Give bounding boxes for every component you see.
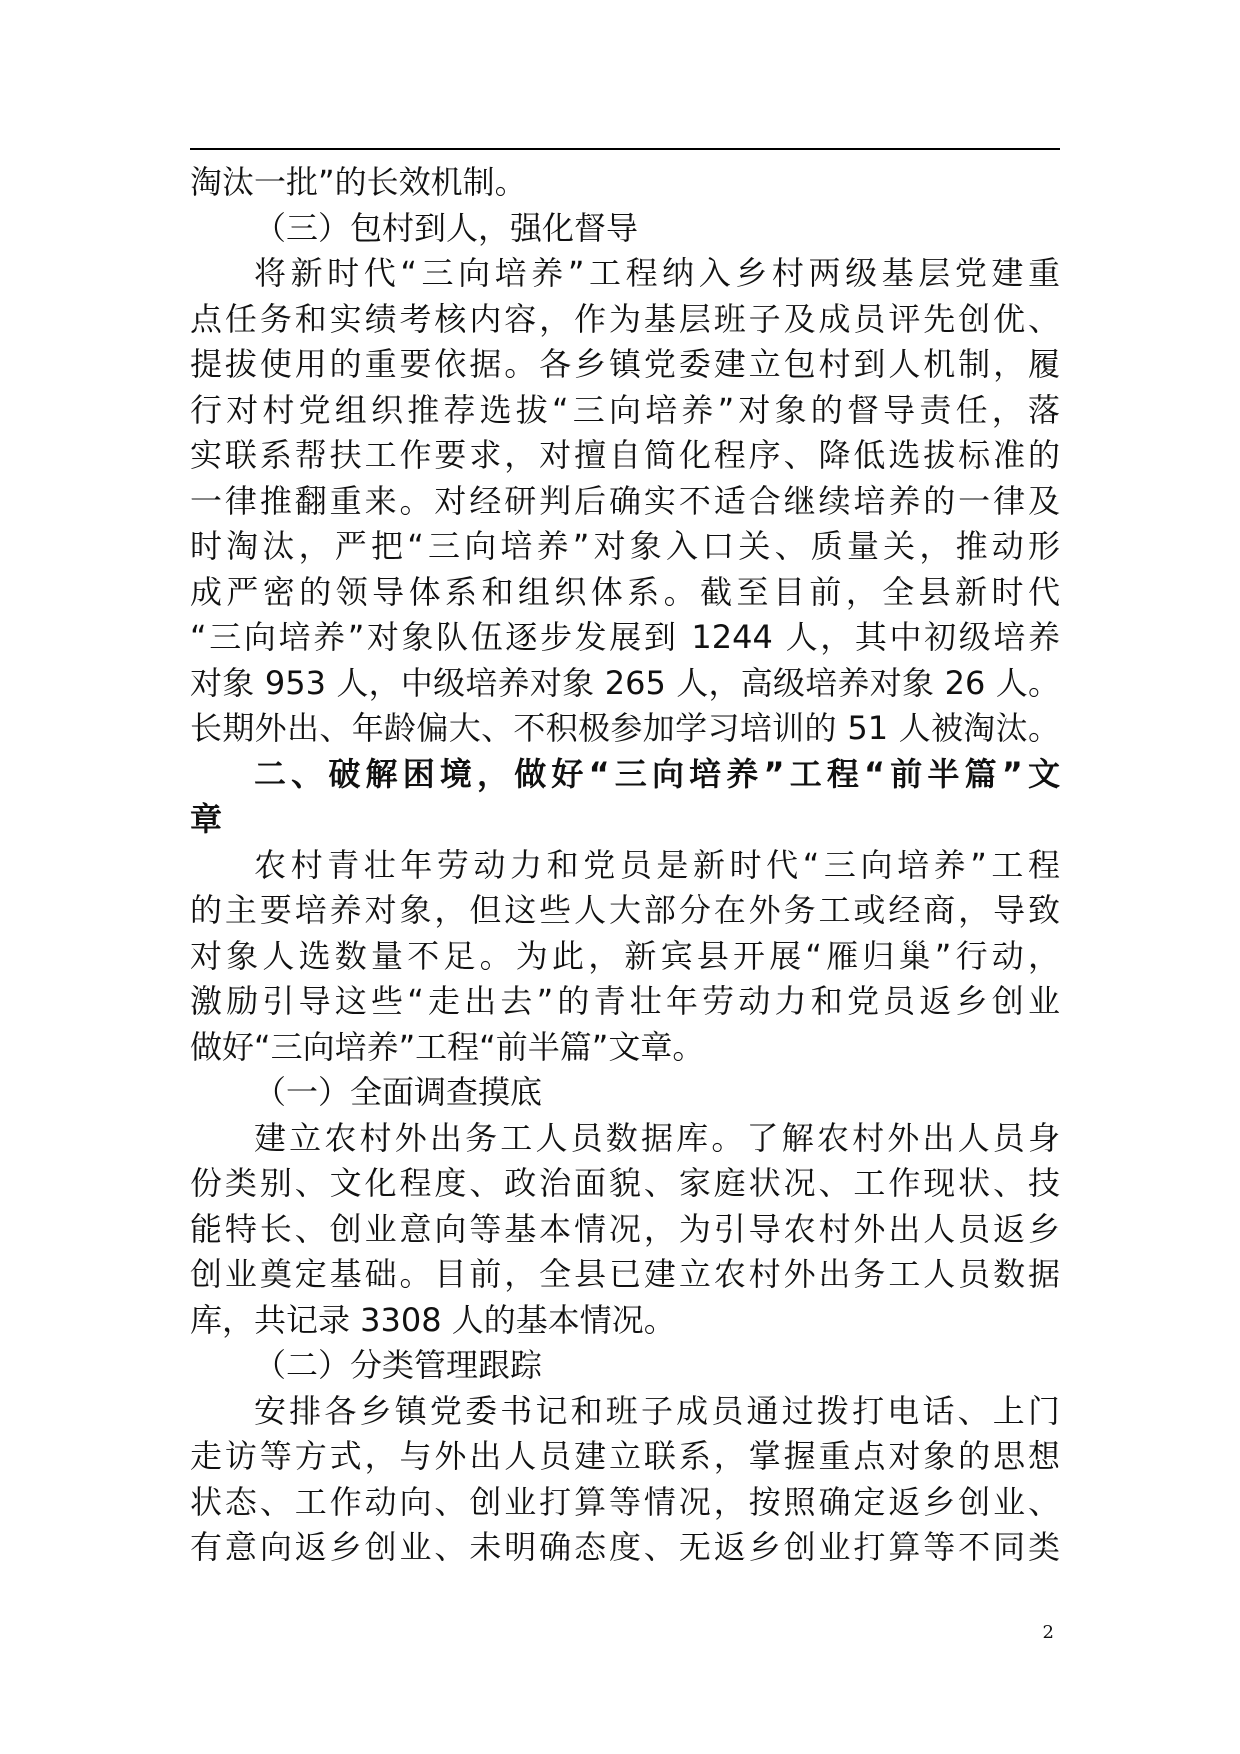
text-line: （二）分类管理跟踪: [254, 1346, 543, 1384]
section-heading-line: 二、破解困境，做好“三向培养”工程“前半篇”文: [254, 754, 1060, 793]
text-line: 状态、工作动向、创业打算等情况，按照确定返乡创业、: [190, 1482, 1060, 1521]
text-line: 实联系帮扶工作要求，对擅自简化程序、降低选拔标准的: [190, 436, 1060, 474]
header-rule: [190, 148, 1060, 150]
text-line: 点任务和实绩考核内容，作为基层班子及成员评先创优、: [190, 299, 1060, 338]
text-line: （一）全面调查摸底: [254, 1073, 543, 1111]
text-line: 农村青壮年劳动力和党员是新时代“三向培养”工程: [254, 845, 1060, 884]
text-line: 份类别、文化程度、政治面貌、家庭状况、工作现状、技: [190, 1164, 1060, 1202]
text-line: 能特长、创业意向等基本情况，为引导农村外出人员返乡: [190, 1209, 1060, 1248]
text-line: 有意向返乡创业、未明确态度、无返乡创业打算等不同类: [190, 1528, 1060, 1566]
text-line: 成严密的领导体系和组织体系。截至目前，全县新时代: [190, 572, 1060, 611]
text-line: 淘汰一批”的长效机制。: [190, 163, 527, 201]
text-line: 一律推翻重来。对经研判后确实不适合继续培养的一律及: [190, 481, 1060, 520]
section-heading-line: 章: [190, 800, 223, 838]
text-line: 安排各乡镇党委书记和班子成员通过拨打电话、上门: [254, 1391, 1060, 1430]
text-line: 长期外出、年龄偏大、不积极参加学习培训的 51 人被淘汰。: [190, 709, 1060, 747]
text-line: 时淘汰，严把“三向培养”对象入口关、质量关，推动形: [190, 527, 1060, 565]
page-number: 2: [1042, 1622, 1054, 1643]
text-line: 行对村党组织推荐选拔“三向培养”对象的督导责任，落: [190, 390, 1060, 429]
text-line: “三向培养”对象队伍逐步发展到 1244 人，其中初级培养: [190, 618, 1060, 656]
text-line: 做好“三向培养”工程“前半篇”文章。: [190, 1027, 705, 1066]
text-line: 的主要培养对象，但这些人大部分在外务工或经商，导致: [190, 891, 1060, 929]
text-line: 创业奠定基础。目前，全县已建立农村外出务工人员数据: [190, 1255, 1060, 1293]
text-line: 对象人选数量不足。为此，新宾县开展“雁归巢”行动，: [190, 936, 1060, 975]
text-line: 建立农村外出务工人员数据库。了解农村外出人员身: [254, 1118, 1060, 1157]
text-line: 走访等方式，与外出人员建立联系，掌握重点对象的思想: [190, 1437, 1060, 1475]
text-line: （三）包村到人，强化督导: [254, 208, 639, 247]
document-body: [190, 160, 1060, 1571]
text-line: 提拔使用的重要依据。各乡镇党委建立包村到人机制，履: [190, 345, 1060, 383]
text-line: 激励引导这些“走出去”的青壮年劳动力和党员返乡创业: [190, 982, 1060, 1020]
text-line: 库，共记录 3308 人的基本情况。: [190, 1300, 676, 1339]
text-line: 对象 953 人，中级培养对象 265 人，高级培养对象 26 人。: [190, 663, 1060, 702]
text-line: 将新时代“三向培养”工程纳入乡村两级基层党建重: [254, 254, 1060, 292]
